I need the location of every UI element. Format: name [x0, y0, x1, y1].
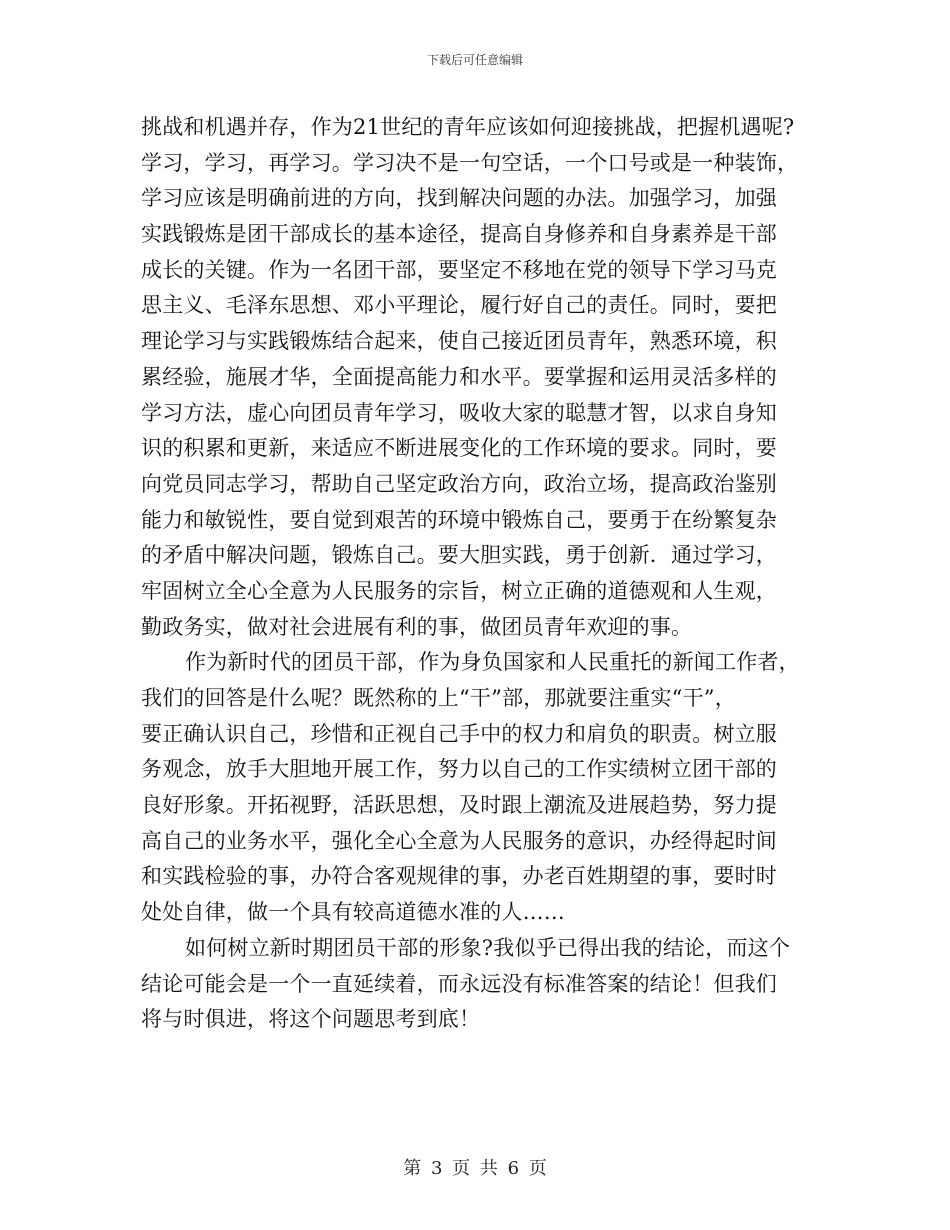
text-line: 学习方法，虚心向团员青年学习，吸收大家的聪慧才智，以求自身知	[141, 400, 777, 425]
text-line: 牢固树立全心全意为人民服务的宗旨，树立正确的道德观和人生观，	[141, 578, 777, 603]
text-line: 结论可能会是一个一直延续着，而永远没有标准答案的结论！但我们	[141, 971, 777, 996]
text-line: 务观念，放手大胆地开展工作，努力以自己的工作实绩树立团干部的	[141, 757, 777, 782]
text-line: 的矛盾中解决问题，锻炼自己。要大胆实践，勇于创新．通过学习，	[141, 543, 777, 568]
text-line: 能力和敏锐性，要自觉到艰苦的环境中锻炼自己，要勇于在纷繁复杂	[141, 507, 777, 532]
page-number: 第 3 页 共 6 页	[403, 1158, 547, 1179]
document-body	[141, 110, 821, 1038]
text-line: 识的积累和更新，来适应不断进展变化的工作环境的要求。同时，要	[141, 436, 777, 461]
text-line: 学习，学习，再学习。学习决不是一句空话，一个口号或是一种装饰，	[141, 150, 799, 175]
text-line: 理论学习与实践锻炼结合起来，使自己接近团员青年，熟悉环境，积	[141, 329, 777, 354]
text-line: 向党员同志学习，帮助自己坚定政治方向，政治立场，提高政治鉴别	[141, 471, 777, 496]
text-line: 成长的关键。作为一名团干部，要坚定不移地在党的领导下学习马克	[141, 257, 777, 282]
text-line: 良好形象。开拓视野，活跃思想，及时跟上潮流及进展趋势，努力提	[141, 793, 777, 818]
paragraph-1	[141, 110, 821, 645]
paragraph-3	[141, 931, 821, 1038]
text-line: 将与时俱进，将这个问题思考到底！	[141, 1007, 481, 1032]
text-line: 和实践检验的事，办符合客观规律的事，办老百姓期望的事，要时时	[141, 864, 777, 889]
page-header: 下载后可任意编辑	[426, 53, 523, 67]
text-line: 累经验，施展才华，全面提高能力和水平。要掌握和运用灵活多样的	[141, 364, 777, 389]
paragraph-2	[141, 645, 821, 931]
text-line: 作为新时代的团员干部，作为身负国家和人民重托的新闻工作者，	[185, 650, 800, 675]
text-line: 实践锻炼是团干部成长的基本途径，提高自身修养和自身素养是干部	[141, 222, 777, 247]
text-line: 学习应该是明确前进的方向，找到解决问题的办法。加强学习，加强	[141, 186, 777, 211]
text-line: 如何树立新时期团员干部的形象?我似乎已得出我的结论，而这个	[185, 935, 791, 960]
text-line: 我们的回答是什么呢？既然称的上“干”部，那就要注重实“干”，	[141, 686, 736, 710]
text-line: 高自己的业务水平，强化全心全意为人民服务的意识，办经得起时间	[141, 828, 777, 853]
text-line: 勤政务实，做对社会进展有利的事，做团员青年欢迎的事。	[141, 614, 693, 639]
text-line: 挑战和机遇并存，作为21世纪的青年应该如何迎接挑战，把握机遇呢?	[141, 115, 795, 139]
text-line: 处处自律，做一个具有较高道德水准的人……	[141, 900, 565, 925]
text-line: 要正确认识自己，珍惜和正视自己手中的权力和肩负的职责。树立服	[141, 721, 777, 746]
text-line: 思主义、毛泽东思想、邓小平理论，履行好自己的责任。同时，要把	[141, 293, 777, 318]
